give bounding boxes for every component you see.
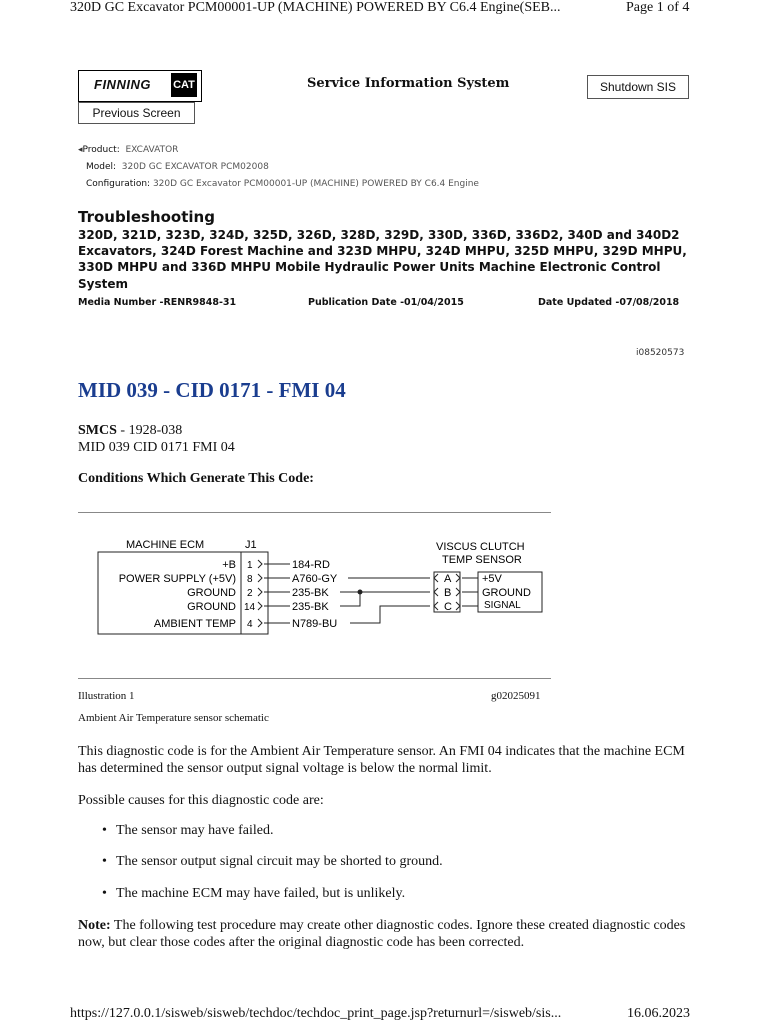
product-value: EXCAVATOR (125, 145, 179, 155)
pin-arrows (258, 560, 262, 627)
wire-label: 235-BK (292, 587, 329, 599)
sensor-func: GROUND (482, 587, 531, 599)
model-row: Model: 320D GC EXCAVATOR PCM02008 (86, 162, 269, 172)
ecm-title: MACHINE ECM (126, 539, 205, 551)
model-value: 320D GC EXCAVATOR PCM02008 (121, 162, 269, 172)
sensor-func: +5V (482, 573, 502, 585)
list-item: • The machine ECM may have failed, but is unlikely. (102, 886, 405, 902)
cat-badge: CAT (171, 73, 197, 97)
media-number: Media Number -RENR9848-31 (78, 297, 237, 308)
paragraph-causes: Possible causes for this diagnostic code are: (78, 793, 324, 808)
connector-label: J1 (245, 539, 257, 551)
shutdown-sis-button[interactable]: Shutdown SIS (587, 75, 689, 99)
illustration-label: Illustration 1 (78, 690, 135, 702)
configuration-value: 320D GC Excavator PCM00001-UP (MACHINE) POWERED BY C6.4 Engine (152, 179, 479, 189)
configuration-row: Configuration: 320D GC Excavator PCM00001-UP (MACHINE) POWERED BY C6.4 Engine (86, 179, 479, 189)
sensor-title: VISCUS CLUTCH (436, 541, 525, 553)
back-arrow-icon[interactable]: ◂ (78, 145, 83, 155)
wire-n789 (350, 606, 430, 623)
date-updated: Date Updated -07/08/2018 (538, 297, 680, 308)
section-title: Troubleshooting (78, 208, 215, 226)
ecm-pin-number: 2 (247, 588, 253, 599)
paragraph-description: This diagnostic code is for the Ambient Air Temperature sensor. An FMI 04 indicates that the machine ECM has determined the sensor output signal voltage is below the normal limit. (78, 744, 685, 776)
divider-bottom (78, 678, 551, 679)
product-row: ◂Product: EXCAVATOR (78, 145, 179, 155)
ecm-pin-name: GROUND (187, 601, 236, 613)
sensor-pin: C (444, 601, 452, 613)
document-title: 320D GC Excavator PCM00001-UP (MACHINE) POWERED BY C6.4 Engine(SEB... (70, 0, 561, 15)
wire-235-b (340, 592, 360, 606)
note-paragraph: Note: The following test procedure may create other diagnostic codes. Ignore these created diagnostic codes now, but clear those codes after the original diagnostic code has been corrected. (78, 918, 686, 950)
footer-date: 16.06.2023 (627, 1006, 690, 1021)
illustration-id: g02025091 (491, 690, 541, 702)
sensor-pin: A (444, 573, 452, 585)
previous-screen-button[interactable]: Previous Screen (78, 102, 195, 124)
sensor-title: TEMP SENSOR (442, 554, 522, 566)
ecm-pin-name: AMBIENT TEMP (153, 618, 236, 630)
ecm-pin-name: POWER SUPPLY (+5V) (118, 573, 236, 585)
sensor-pin: B (444, 587, 452, 599)
wire-label: A760-GY (292, 573, 338, 585)
list-item: • The sensor may have failed. (102, 823, 273, 839)
ecm-pin-number: 14 (244, 602, 256, 613)
mid-line: MID 039 CID 0171 FMI 04 (78, 440, 235, 455)
smcs-line: SMCS - 1928-038 (78, 423, 183, 438)
system-title: Service Information System (307, 76, 510, 91)
ecm-pin-number: 1 (247, 560, 253, 571)
illustration-caption: Ambient Air Temperature sensor schematic (78, 712, 269, 724)
logo-text: FINNING (94, 77, 151, 92)
ecm-pin-name: GROUND (187, 587, 236, 599)
print-header (0, 0, 768, 20)
document-description: 320D, 321D, 323D, 324D, 325D, 326D, 328D, 329D, 330D, 336D, 336D2, 340D and 340D2 Excavators, 324D Forest Machine and 323D MHPU, 324D MHPU, 325D MHPU, 329D MHPU, 330D MHPU and 336D MHPU Mobile Hydraulic Power Units Machine Electronic Control System (78, 228, 687, 291)
wire-label: 184-RD (292, 559, 330, 571)
sensor-func: SIGNAL (484, 600, 521, 611)
page-title: MID 039 - CID 0171 - FMI 04 (78, 378, 346, 402)
wire-label: 235-BK (292, 601, 329, 613)
publication-date: Publication Date -01/04/2015 (308, 297, 464, 308)
finning-cat-logo (78, 70, 202, 102)
ecm-pin-number: 8 (247, 574, 253, 585)
page-indicator: Page 1 of 4 (626, 0, 690, 15)
wiring-schematic (78, 520, 558, 670)
wire-label: N789-BU (292, 618, 338, 630)
document-id: i08520573 (636, 348, 685, 358)
list-item: • The sensor output signal circuit may be shorted to ground. (102, 854, 443, 870)
ecm-pin-name: +B (222, 559, 236, 571)
ecm-pin-number: 4 (247, 619, 253, 630)
footer-url: https://127.0.0.1/sisweb/sisweb/techdoc/techdoc_print_page.jsp?returnurl=/sisweb/sis... (70, 1006, 562, 1021)
conditions-heading: Conditions Which Generate This Code: (78, 471, 314, 486)
divider-top (78, 512, 551, 513)
